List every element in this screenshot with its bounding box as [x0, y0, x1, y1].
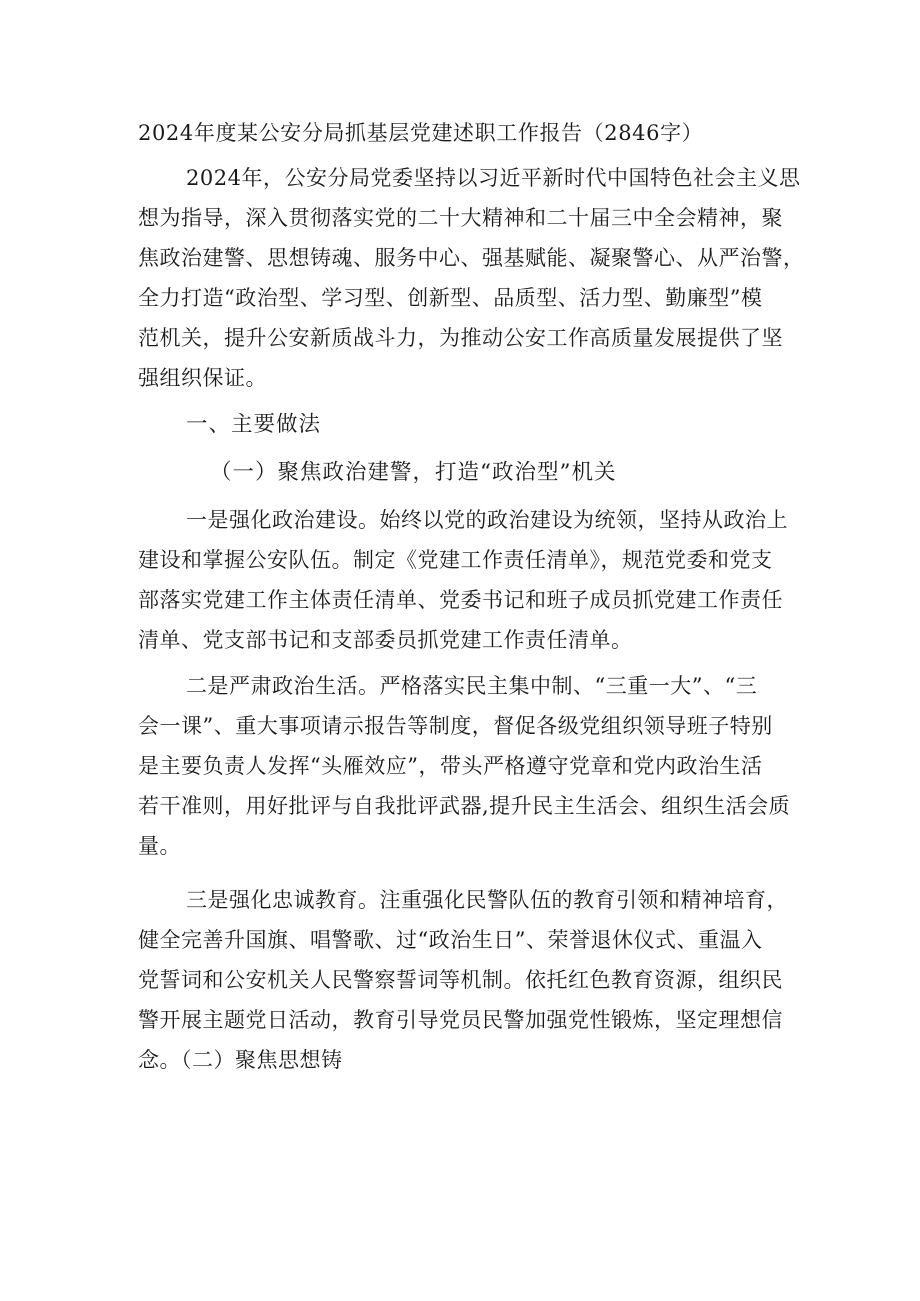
text-line: 建设和掌握公安队伍。制定《党建工作责任清单》，规范党委和党支 — [138, 548, 773, 572]
text-line: 一是强化政治建设。始终以党的政治建设为统领，坚持从政治上 — [186, 508, 788, 532]
text-line: 范机关，提升公安新质战斗力，为推动公安工作高质量发展提供了坚 — [138, 326, 783, 350]
text-line: 念。（二）聚焦思想铸 — [138, 1048, 343, 1072]
text-line: 2024年，公安分局党委坚持以习近平新时代中国特色社会主义思 — [186, 166, 801, 190]
text-line: 强组织保证。 — [138, 366, 267, 390]
text-line: 全力打造“政治型、学习型、创新型、品质型、活力型、勤廉型”模 — [138, 286, 763, 310]
text-line: 焦政治建警、思想铸魂、服务中心、强基赋能、凝聚警心、从严治警， — [138, 246, 805, 270]
text-line: 党誓词和公安机关人民警察誓词等机制。依托红色教育资源，组织民 — [138, 968, 783, 992]
document-title: 2024年度某公安分局抓基层党建述职工作报告（2846字） — [138, 121, 704, 145]
text-line: 二是严肃政治生活。严格落实民主集中制、“三重一大”、“三 — [186, 674, 758, 698]
section-heading: 一、主要做法 — [186, 412, 322, 437]
text-line: 想为指导，深入贯彻落实党的二十大精神和二十届三中全会精神，聚 — [138, 206, 783, 230]
subsection-heading: （一）聚焦政治建警，打造“政治型”机关 — [210, 460, 617, 485]
text-line: 三是强化忠诚教育。注重强化民警队伍的教育引领和精神培育， — [186, 888, 788, 912]
text-line: 量。 — [138, 834, 181, 858]
text-line: 健全完善升国旗、唱警歌、过“政治生日”、荣誉退休仪式、重温入 — [138, 928, 763, 952]
text-line: 清单、党支部书记和支部委员抓党建工作责任清单。 — [138, 628, 633, 652]
text-line: 警开展主题党日活动，教育引导党员民警加强党性锻炼，坚定理想信 — [138, 1008, 783, 1032]
text-line: 是主要负责人发挥“头雁效应”，带头严格遵守党章和党内政治生活 — [138, 754, 763, 778]
text-line: 会一课”、重大事项请示报告等制度，督促各级党组织领导班子特别 — [138, 714, 773, 738]
text-line: 部落实党建工作主体责任清单、党委书记和班子成员抓党建工作责任 — [138, 588, 783, 612]
text-line: 若干准则，用好批评与自我批评武器,提升民主生活会、组织生活会质 — [138, 794, 791, 818]
